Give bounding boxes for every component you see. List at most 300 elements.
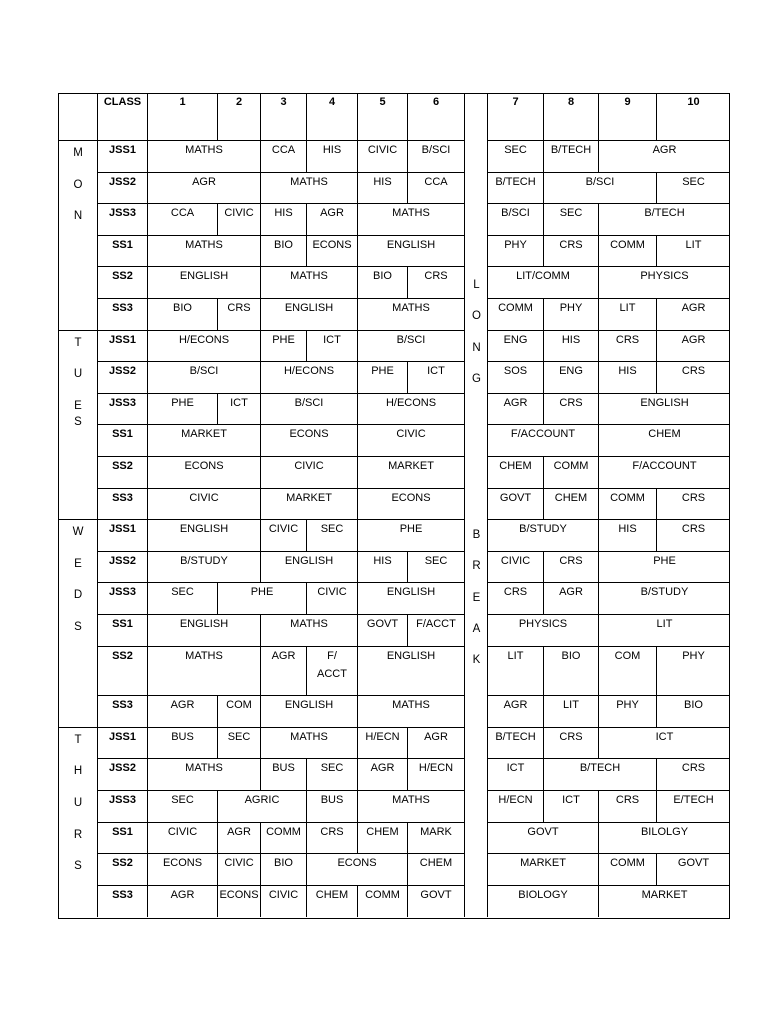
cell-text: AGR (503, 699, 528, 712)
cell-text: MATHS (392, 302, 430, 314)
subject-cell (358, 489, 465, 521)
subject-cell (261, 615, 358, 647)
cell-text: B/TECH (495, 175, 536, 188)
cell-text: SOS (503, 365, 528, 378)
day-letter: M (73, 147, 83, 159)
day-letter: H (73, 765, 83, 778)
cell-text: CHEM (554, 491, 588, 504)
subject-cell (218, 204, 261, 236)
cell-text: HIS (561, 333, 581, 346)
day-letter: U (73, 797, 83, 809)
cell-text: CRS (681, 365, 706, 378)
class-cell (98, 299, 148, 331)
cell-text: SS1 (112, 825, 133, 838)
cell-text: PHY (504, 238, 527, 251)
cell-text: CHEM (366, 825, 399, 838)
subject-cell (307, 886, 358, 918)
cell-text: GOVT (366, 618, 399, 630)
subject-cell (358, 615, 408, 647)
subject-cell (148, 425, 261, 457)
class-cell (98, 520, 148, 552)
cell-text: ECONS (289, 428, 329, 441)
subject-cell (148, 173, 261, 205)
subject-cell (599, 791, 657, 823)
subject-cell (488, 647, 544, 697)
cell-text: MATHS (185, 762, 223, 775)
subject-cell (261, 394, 358, 426)
subject-cell (261, 425, 358, 457)
cell-text: F/ACCT (416, 618, 456, 630)
subject-cell (599, 394, 730, 426)
day-letter: R (73, 828, 83, 841)
cell-text: MATHS (185, 144, 223, 156)
cell-text: ENGLISH (284, 699, 334, 712)
subject-cell (307, 583, 358, 615)
subject-cell (261, 299, 358, 331)
subject-cell (488, 759, 544, 791)
cell-text: CIVIC (167, 825, 198, 838)
cell-text: B/STUDY (180, 554, 228, 567)
subject-cell (218, 728, 261, 760)
subject-cell (358, 583, 465, 615)
cell-text: 4 (328, 96, 336, 108)
cell-text: MARKET (641, 888, 688, 901)
subject-cell (358, 299, 465, 331)
cell-text: CIVIC (189, 491, 219, 504)
subject-cell (488, 520, 599, 552)
long-break-column (465, 93, 488, 917)
day-letter: T (74, 733, 82, 746)
subject-cell (544, 141, 599, 173)
class-cell (98, 457, 148, 489)
cell-text: CRS (615, 794, 640, 806)
cell-text: HIS (618, 523, 637, 536)
subject-cell (599, 362, 657, 394)
subject-cell (307, 823, 358, 855)
subject-cell (358, 696, 465, 728)
cell-text: PHYSICS (518, 618, 568, 630)
cell-text: AGR (170, 888, 195, 901)
day-letter: O (73, 178, 83, 191)
class-cell (98, 583, 148, 615)
cell-text: BUS (171, 730, 194, 743)
cell-text: HIS (274, 207, 293, 220)
break-letter: L (473, 279, 480, 291)
cell-text: AGR (320, 207, 344, 220)
subject-cell (358, 823, 408, 855)
cell-text: PHE (371, 365, 394, 378)
subject-cell (148, 823, 218, 855)
header-period-10 (657, 93, 730, 141)
break-letter: K (472, 654, 481, 667)
cell-text: ENGLISH (640, 396, 689, 409)
subject-cell (488, 394, 544, 426)
subject-cell (148, 236, 261, 268)
subject-cell (657, 489, 730, 521)
cell-text: HIS (373, 175, 392, 188)
subject-cell (408, 854, 465, 886)
cell-text: CRS (503, 586, 528, 599)
day-letter: N (73, 210, 83, 223)
subject-cell (599, 331, 657, 363)
cell-text: E/TECH (673, 794, 714, 806)
cell-text: BIO (561, 649, 581, 662)
subject-cell (488, 299, 544, 331)
cell-text: SS2 (112, 649, 133, 662)
subject-cell (544, 552, 599, 584)
cell-text: LIT (685, 238, 702, 251)
subject-cell (218, 886, 261, 918)
cell-text: B/SCI (396, 333, 426, 346)
cell-text: JSS1 (109, 333, 136, 346)
cell-text: AGR (424, 730, 448, 743)
cell-text: JSS2 (109, 365, 136, 378)
subject-cell (488, 696, 544, 728)
day-block-0 (58, 141, 98, 331)
cell-text: ENGLISH (386, 586, 436, 599)
cell-text: 6 (432, 96, 440, 108)
cell-text: PHY (616, 699, 639, 712)
cell-text: CRS (681, 762, 706, 775)
subject-cell (657, 173, 730, 205)
cell-text: SEC (320, 523, 344, 536)
cell-text: MATHS (392, 794, 430, 806)
subject-cell (599, 425, 730, 457)
cell-text: SEC (682, 175, 705, 188)
break-letter: N (472, 341, 481, 354)
subject-cell (488, 728, 544, 760)
cell-text: SEC (424, 554, 448, 567)
subject-cell (599, 647, 657, 697)
subject-cell (488, 141, 544, 173)
subject-cell (148, 331, 261, 363)
day-letter: D (73, 589, 83, 602)
subject-cell (488, 425, 599, 457)
cell-text: PHYSICS (640, 270, 689, 283)
cell-text: HIS (373, 554, 392, 567)
cell-text: H/ECONS (385, 396, 437, 409)
class-cell (98, 204, 148, 236)
cell-text: CLASS (103, 96, 142, 108)
cell-text: CHEM (648, 428, 681, 441)
cell-text: PHE (272, 333, 295, 346)
header-period-1 (148, 93, 218, 141)
subject-cell (408, 552, 465, 584)
subject-cell (261, 489, 358, 521)
cell-text: CIVIC (500, 554, 531, 567)
subject-cell (599, 886, 730, 918)
header-period-5 (358, 93, 408, 141)
cell-text: CRS (681, 491, 706, 504)
class-cell (98, 791, 148, 823)
subject-cell (148, 854, 218, 886)
subject-cell (148, 267, 261, 299)
subject-cell (599, 457, 730, 489)
cell-text: GOVT (527, 825, 559, 838)
cell-text: BIO (373, 270, 392, 283)
subject-cell (358, 236, 465, 268)
subject-cell (358, 647, 465, 697)
cell-text: ECONS (337, 857, 377, 870)
subject-cell (261, 204, 307, 236)
subject-cell (307, 141, 358, 173)
subject-cell (261, 267, 358, 299)
subject-cell (307, 854, 408, 886)
cell-text: ENGLISH (386, 238, 436, 251)
header-period-8 (544, 93, 599, 141)
cell-text: CHEM (315, 888, 349, 901)
subject-cell (358, 394, 465, 426)
subject-cell (261, 141, 307, 173)
cell-text: BIO (173, 302, 192, 314)
cell-text: AGR (652, 144, 677, 156)
cell-text: PHE (653, 554, 676, 567)
cell-text: COMM (610, 491, 645, 504)
cell-text: CRS (320, 825, 344, 838)
class-cell (98, 267, 148, 299)
subject-cell (544, 457, 599, 489)
subject-cell (218, 696, 261, 728)
subject-cell (148, 457, 261, 489)
subject-cell (488, 583, 544, 615)
subject-cell (544, 647, 599, 697)
header-period-2 (218, 93, 261, 141)
cell-text: COMM (610, 238, 645, 251)
cell-text: BIO (684, 699, 703, 712)
subject-cell (657, 520, 730, 552)
cell-text: MATHS (290, 270, 328, 283)
subject-cell (657, 331, 730, 363)
subject-cell (544, 583, 599, 615)
cell-text: COMM (498, 302, 533, 314)
cell-text: CRS (559, 554, 583, 567)
subject-cell (218, 791, 307, 823)
subject-cell (148, 394, 218, 426)
subject-cell (599, 204, 730, 236)
day-letter: U (73, 368, 83, 381)
subject-cell (599, 141, 730, 173)
subject-cell (358, 886, 408, 918)
header-period-4 (307, 93, 358, 141)
subject-cell (599, 728, 730, 760)
cell-text: ENGLISH (179, 523, 229, 536)
cell-text: H/ECN (418, 762, 454, 775)
subject-cell (261, 520, 307, 552)
cell-text: SEC (504, 144, 527, 156)
subject-cell (599, 552, 730, 584)
cell-text: BIO (274, 857, 293, 870)
subject-cell (261, 647, 307, 697)
cell-text: B/TECH (495, 730, 536, 743)
header-period-3 (261, 93, 307, 141)
subject-cell (307, 791, 358, 823)
subject-cell (544, 299, 599, 331)
cell-text: F/ACCOUNT (510, 428, 576, 441)
subject-cell (261, 823, 307, 855)
cell-text: B/TECH (579, 762, 621, 775)
cell-text: 3 (280, 96, 287, 108)
cell-text: BIOLOGY (518, 888, 568, 901)
subject-cell (544, 728, 599, 760)
subject-cell (599, 520, 657, 552)
subject-cell (261, 173, 358, 205)
cell-text: SS2 (112, 857, 133, 870)
subject-cell (148, 647, 261, 697)
cell-text: CRS (615, 333, 640, 346)
subject-cell (148, 204, 218, 236)
cell-text: AGR (192, 175, 216, 188)
cell-text: CHEM (419, 857, 453, 870)
subject-cell (148, 299, 218, 331)
subject-cell (148, 141, 261, 173)
subject-cell (408, 728, 465, 760)
cell-text: JSS3 (109, 586, 136, 599)
timetable (58, 93, 730, 919)
class-cell (98, 823, 148, 855)
cell-text: SS3 (112, 888, 133, 901)
cell-text: BIO (274, 238, 293, 251)
subject-cell (657, 696, 730, 728)
subject-cell (307, 331, 358, 363)
cell-text: CCA (271, 144, 296, 156)
subject-cell (408, 267, 465, 299)
class-cell (98, 489, 148, 521)
subject-cell (408, 362, 465, 394)
subject-cell (261, 886, 307, 918)
subject-cell (488, 173, 544, 205)
subject-cell (488, 854, 599, 886)
subject-cell (358, 759, 408, 791)
subject-cell (148, 759, 261, 791)
cell-text: ECONS (184, 460, 224, 472)
cell-text: BUS (320, 794, 344, 806)
subject-cell (488, 552, 544, 584)
class-cell (98, 236, 148, 268)
cell-text: B/SCI (421, 144, 451, 156)
cell-text: JSS2 (109, 175, 136, 188)
subject-cell (408, 173, 465, 205)
cell-text: H/ECN (498, 794, 533, 806)
cell-text: ICT (230, 396, 248, 409)
class-cell (98, 886, 148, 918)
cell-text: AGR (227, 825, 251, 838)
day-letter: T (74, 336, 82, 349)
subject-cell (544, 759, 657, 791)
header-period-9 (599, 93, 657, 141)
break-letter: G (472, 372, 481, 385)
subject-cell (358, 204, 465, 236)
subject-cell (148, 696, 218, 728)
cell-text: MATHS (290, 730, 328, 743)
cell-text: SEC (227, 730, 251, 743)
class-cell (98, 647, 148, 697)
class-cell (98, 331, 148, 363)
day-letter: S (74, 860, 82, 873)
subject-cell (599, 489, 657, 521)
subject-cell (657, 854, 730, 886)
subject-cell (358, 267, 408, 299)
cell-text: H/ECONS (283, 365, 335, 378)
cell-text: SEC (171, 586, 194, 599)
subject-cell (261, 759, 307, 791)
day-letter: E (74, 399, 82, 412)
cell-text: GOVT (499, 491, 532, 504)
subject-cell (358, 520, 465, 552)
day-letter: S (74, 621, 82, 633)
subject-cell (488, 362, 544, 394)
subject-cell (599, 583, 730, 615)
cell-text: AGR (170, 699, 195, 712)
cell-text: PHY (682, 649, 705, 662)
cell-text: 8 (567, 96, 575, 108)
cell-text: ENGLISH (179, 618, 229, 630)
cell-text: F/ ACCT (317, 649, 347, 680)
cell-text: CCA (424, 175, 448, 188)
subject-cell (408, 886, 465, 918)
subject-cell (488, 204, 544, 236)
cell-text: PHE (399, 523, 423, 536)
subject-cell (488, 331, 544, 363)
day-letter: S (74, 415, 82, 428)
cell-text: ICT (506, 762, 525, 775)
subject-cell (261, 854, 307, 886)
subject-cell (408, 759, 465, 791)
subject-cell (488, 791, 544, 823)
cell-text: ECONS (162, 857, 203, 870)
subject-cell (544, 489, 599, 521)
cell-text: MATHS (185, 238, 223, 251)
subject-cell (544, 204, 599, 236)
cell-text: ENGLISH (386, 649, 436, 662)
subject-cell (358, 552, 408, 584)
subject-cell (599, 267, 730, 299)
break-letter: O (472, 310, 481, 323)
subject-cell (657, 299, 730, 331)
subject-cell (408, 141, 465, 173)
cell-text: CIVIC (317, 586, 347, 599)
subject-cell (148, 791, 218, 823)
subject-cell (358, 728, 408, 760)
cell-text: ENGLISH (284, 554, 334, 567)
subject-cell (218, 394, 261, 426)
break-letter: E (472, 591, 481, 604)
cell-text: JSS1 (109, 144, 136, 156)
cell-text: B/SCI (585, 175, 615, 188)
class-cell (98, 141, 148, 173)
class-cell (98, 696, 148, 728)
cell-text: MATHS (290, 175, 328, 188)
cell-text: ECONS (312, 238, 352, 251)
cell-text: MARKET (388, 460, 434, 472)
break-letter: A (472, 622, 481, 635)
cell-text: SS3 (112, 302, 133, 314)
subject-cell (488, 457, 544, 489)
subject-cell (544, 696, 599, 728)
subject-cell (148, 886, 218, 918)
cell-text: MARKET (286, 491, 332, 504)
subject-cell (307, 647, 358, 697)
subject-cell (657, 647, 730, 697)
cell-text: CRS (559, 730, 583, 743)
cell-text: ENGLISH (284, 302, 334, 314)
cell-text: ECONS (391, 491, 431, 504)
cell-text: JSS2 (109, 554, 136, 567)
cell-text: B/STUDY (519, 523, 567, 536)
cell-text: CRS (559, 396, 583, 409)
subject-cell (218, 299, 261, 331)
cell-text: LIT (563, 699, 579, 712)
subject-cell (358, 791, 465, 823)
